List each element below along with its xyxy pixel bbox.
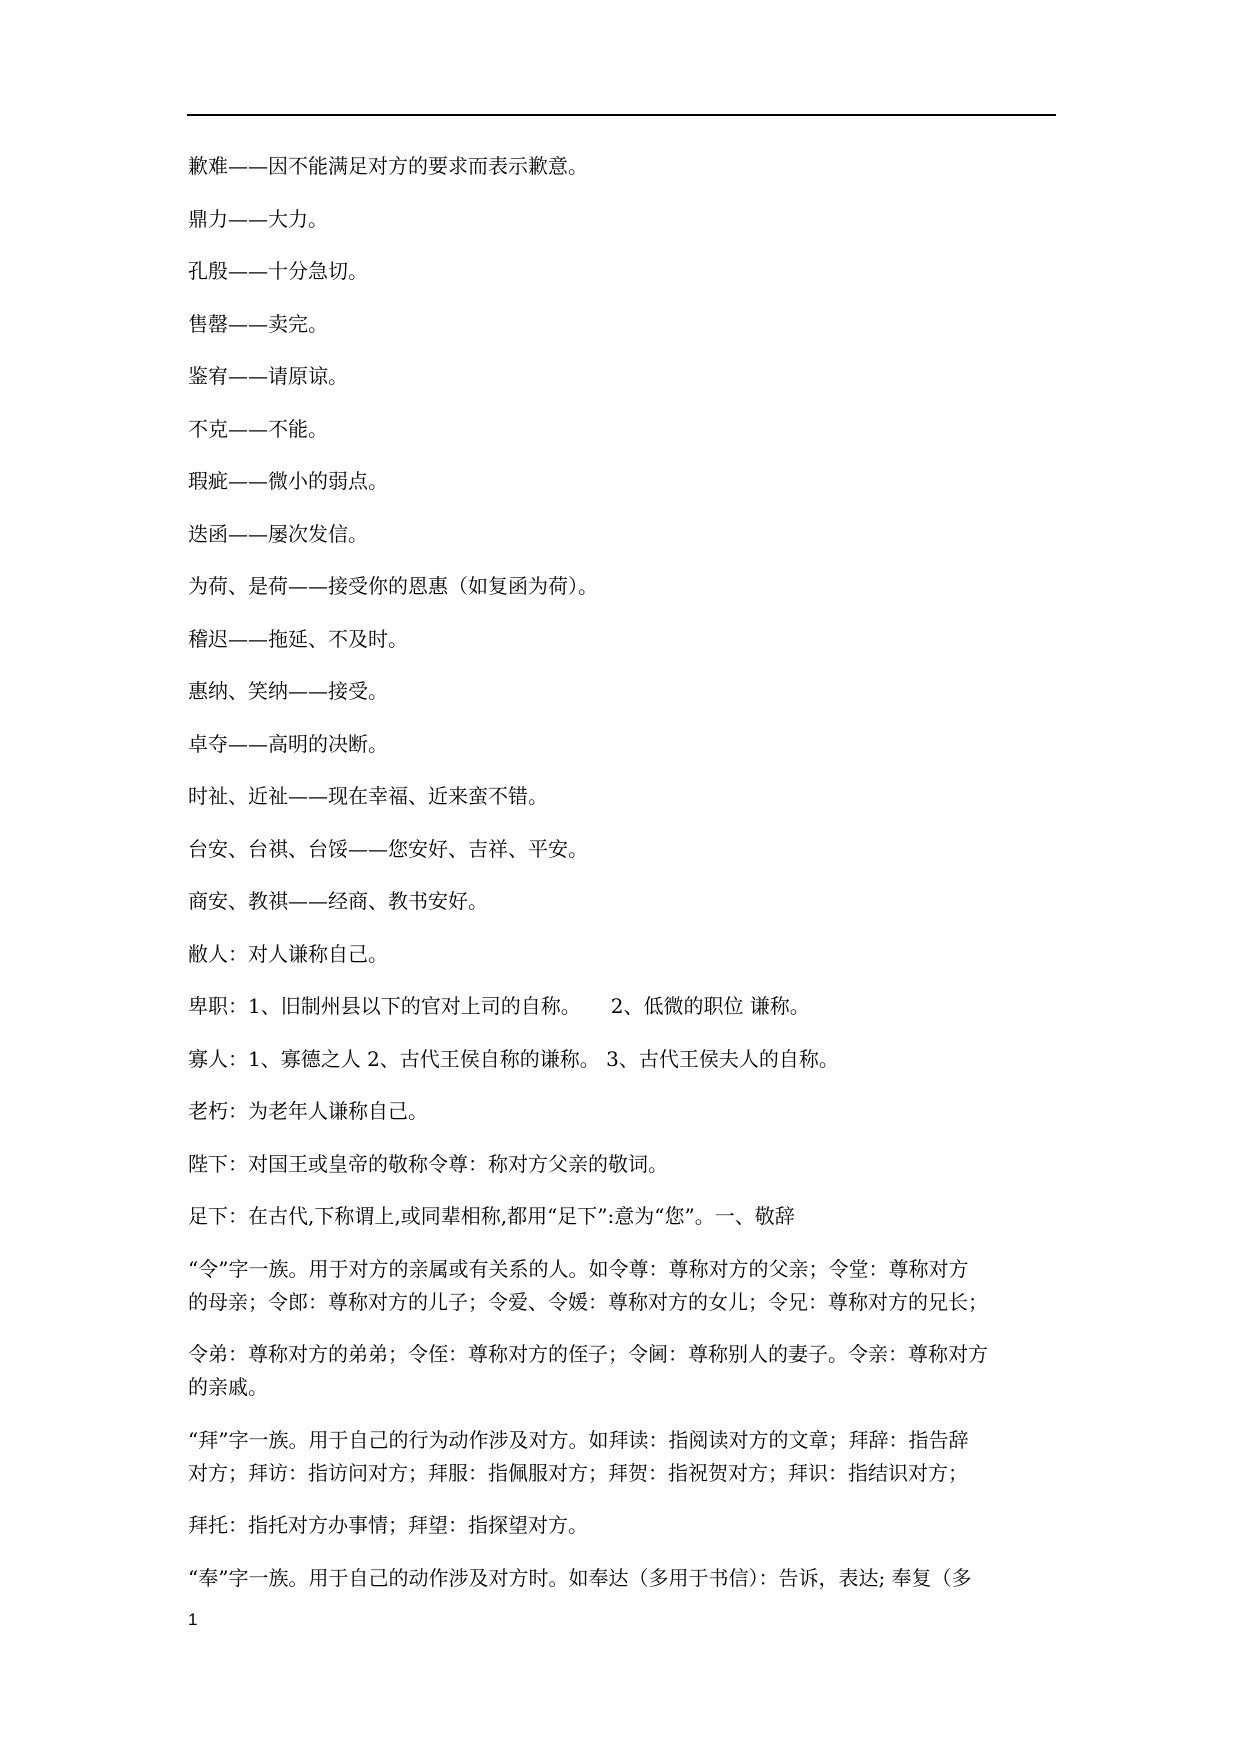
text-line: 老朽：为老年人谦称自己。 xyxy=(188,1099,428,1123)
text-line: 台安、台祺、台馁——您安好、吉祥、平安。 xyxy=(188,836,588,861)
text-line: 敝人：对人谦称自己。 xyxy=(188,941,388,966)
text-line: 迭函——屡次发信。 xyxy=(188,521,368,546)
text-line: 时祉、近祉——现在幸福、近来蛮不错。 xyxy=(188,784,548,808)
paragraph-line: 令弟：尊称对方的弟弟；令侄：尊称对方的侄子；令阃：尊称别人的妻子。令亲：尊称对方 xyxy=(188,1342,988,1366)
paragraph-line: “令”字一族。用于对方的亲属或有关系的人。如令尊：尊称对方的父亲；令堂：尊称对方 xyxy=(188,1256,969,1281)
text-line: 鼎力——大力。 xyxy=(188,206,328,231)
page-number: 1 xyxy=(188,1610,198,1629)
paragraph-line: “拜”字一族。用于自己的行为动作涉及对方。如拜读：指阅读对方的文章；拜辞：指告辞 xyxy=(188,1427,969,1452)
paragraph-ling xyxy=(188,1253,1056,1319)
paragraph-line: 拜托：指托对方办事情；拜望：指探望对方。 xyxy=(188,1513,588,1537)
text-line: 商安、教祺——经商、教书安好。 xyxy=(188,889,488,913)
text-line: 孔殷——十分急切。 xyxy=(188,259,368,283)
document-body xyxy=(188,150,1056,1614)
text-line: 不克——不能。 xyxy=(188,416,328,441)
text-line: 寡人：1、寡德之人 2、古代王侯自称的谦称。 3、古代王侯夫人的自称。 xyxy=(188,1046,839,1071)
text-line: 陛下：对国王或皇帝的敬称令尊：称对方父亲的敬词。 xyxy=(188,1151,668,1176)
text-line: 稽迟——拖延、不及时。 xyxy=(188,626,408,651)
paragraph-bai xyxy=(188,1424,1056,1490)
text-line: 鉴宥——请原谅。 xyxy=(188,364,348,388)
text-line: 歉难——因不能满足对方的要求而表示歉意。 xyxy=(188,154,588,178)
text-line: 惠纳、笑纳——接受。 xyxy=(188,679,388,703)
text-line: 售罄——卖完。 xyxy=(188,311,328,336)
text-line: 瑕疵——微小的弱点。 xyxy=(188,469,388,493)
paragraph-line: 的母亲；令郎：尊称对方的儿子；令爱、令媛：尊称对方的女儿；令兄：尊称对方的兄长； xyxy=(188,1289,988,1314)
text-line: 卑职：1、旧制州县以下的官对上司的自称。 2、低微的职位 谦称。 xyxy=(188,994,810,1018)
paragraph-bai-continued xyxy=(188,1509,1056,1542)
text-line: 为荷、是荷——接受你的恩惠（如复函为荷）。 xyxy=(188,574,598,598)
paragraph-line: 对方；拜访：指访问对方；拜服：指佩服对方；拜贺：指祝贺对方；拜识：指结识对方； xyxy=(188,1460,968,1485)
text-line: 足下：在古代,下称谓上,或同辈相称,都用“足下”:意为“您”。一、敬辞 xyxy=(188,1204,795,1228)
paragraph-line: 的亲戚。 xyxy=(188,1375,268,1399)
paragraph-line: “奉”字一族。用于自己的动作涉及对方时。如奉达（多用于书信）：告诉，表达; 奉复（多 xyxy=(188,1565,972,1590)
paragraph-ling-continued xyxy=(188,1338,1056,1404)
header-rule xyxy=(187,114,1056,116)
paragraph-feng xyxy=(188,1562,1056,1595)
text-line: 卓夺——高明的决断。 xyxy=(188,731,388,756)
